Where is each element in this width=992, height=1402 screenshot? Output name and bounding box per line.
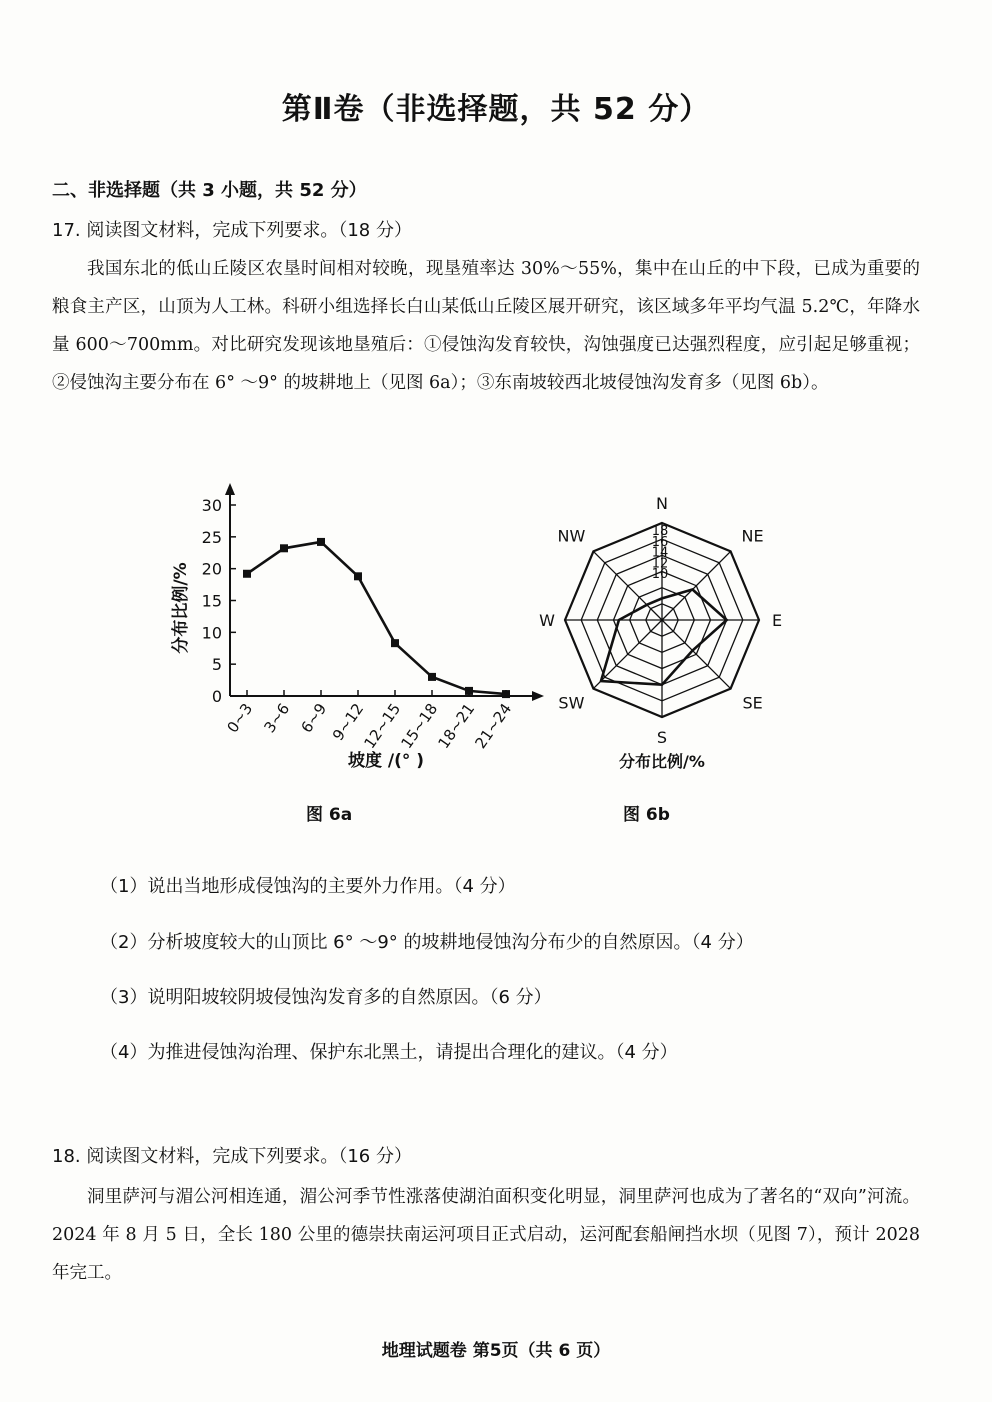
- figure-6b-axis-label: 分布比例/%: [619, 752, 705, 771]
- x-tick-label: 6~9: [297, 699, 331, 737]
- data-point: [391, 639, 399, 647]
- radial-tick-label: 10: [651, 567, 669, 583]
- direction-label: N: [656, 494, 668, 513]
- data-point: [502, 690, 510, 698]
- y-tick-label: 5: [211, 655, 222, 675]
- figure-6a-caption: 图 6a: [306, 805, 353, 825]
- figure-6a-line-chart: [160, 478, 560, 778]
- x-tick-label: 9~12: [328, 699, 368, 745]
- subquestion-1: （1）说出当地形成侵蚀沟的主要外力作用。（4 分）: [100, 876, 516, 897]
- direction-label: E: [771, 611, 783, 630]
- direction-label: S: [656, 728, 668, 747]
- y-tick-label: 10: [201, 623, 222, 643]
- subquestion-2: （2）分析坡度较大的山顶比 6° ～9° 的坡耕地侵蚀沟分布少的自然原因。（4 分）: [100, 932, 754, 953]
- data-point: [428, 673, 436, 681]
- figure-6a-y-axis-label: 分布比例/%: [171, 562, 191, 654]
- page-title: 第Ⅱ卷（非选择题，共 52 分）: [281, 92, 711, 127]
- radial-tick-label: 16: [651, 534, 669, 550]
- subquestion-3: （3）说明阳坡较阴坡侵蚀沟发育多的自然原因。（6 分）: [100, 987, 552, 1008]
- x-tick-label: 0~3: [223, 699, 257, 737]
- figure-6a-series-line: [247, 542, 506, 694]
- section-heading: 二、非选择题（共 3 小题，共 52 分）: [52, 180, 367, 201]
- figure-6a-x-ticks: [223, 690, 515, 752]
- figure-6b-radar-chart: [528, 492, 798, 782]
- y-tick-label: 30: [201, 496, 222, 515]
- page-footer: 地理试题卷 第5页（共 6 页）: [381, 1341, 611, 1361]
- x-tick-label: 15~18: [397, 699, 442, 752]
- figure-6a-x-axis-label: 坡度 /(° ): [347, 751, 425, 771]
- direction-label: W: [539, 611, 555, 630]
- y-tick-label: 15: [201, 591, 222, 611]
- x-tick-label: 21~24: [471, 699, 516, 752]
- figure-6a-axes: [225, 483, 544, 701]
- figure-6b-caption: 图 6b: [623, 805, 670, 825]
- y-tick-label: 20: [201, 559, 222, 579]
- direction-label: NE: [741, 526, 764, 546]
- data-point: [243, 570, 251, 578]
- question-17-material: 我国东北的低山丘陵区农垦时间相对较晚，现垦殖率达 30%～55%，集中在山丘的中下段，已成为重要的粮食主产区，山顶为人工林。科研小组选择长白山某低山丘陵区展开研究，该区域多年平均气温 5.2℃，年降水量 600～700mm。对比研究发现该地垦殖后：①侵蚀沟发育较快，沟蚀强度已达强烈程度，应引起足够重视；②侵蚀沟主要分布在 6° ～9° 的坡耕地上（见图 6a）；③东南坡较西北坡侵蚀沟发育多（见图 6b）。: [52, 259, 920, 393]
- radial-tick-label: 12: [651, 556, 669, 572]
- direction-label: NW: [557, 526, 586, 546]
- radial-tick-label: 18: [651, 524, 669, 539]
- data-point: [465, 687, 473, 695]
- data-point: [280, 544, 288, 552]
- direction-label: SW: [558, 693, 585, 713]
- grid-spoke: [593, 620, 662, 689]
- direction-label: SE: [742, 693, 763, 713]
- y-tick-label: 0: [211, 687, 222, 706]
- question-17-heading: 17. 阅读图文材料，完成下列要求。（18 分）: [52, 220, 412, 241]
- data-point: [317, 538, 325, 546]
- y-tick-label: 25: [201, 527, 222, 547]
- data-point: [354, 572, 362, 580]
- grid-spoke: [662, 551, 731, 620]
- figure-6a-points: [243, 538, 510, 698]
- x-tick-label: 18~21: [434, 699, 479, 752]
- figure-6b-radial-ticks: [652, 524, 669, 582]
- radial-tick-label: 14: [651, 545, 669, 561]
- subquestion-4: （4）为推进侵蚀沟治理、保护东北黑土，请提出合理化的建议。（4 分）: [100, 1042, 678, 1063]
- x-tick-label: 12~15: [360, 699, 405, 752]
- question-18-material: 洞里萨河与湄公河相连通，湄公河季节性涨落使湖泊面积变化明显，洞里萨河也成为了著名的“双向”河流。2024 年 8 月 5 日，全长 180 公里的德崇扶南运河项目正式启动，运河配套船闸挡水坝（见图 7），预计 2028 年完工。: [52, 1187, 920, 1283]
- question-18-heading: 18. 阅读图文材料，完成下列要求。（16 分）: [52, 1146, 412, 1167]
- grid-spoke: [662, 620, 731, 689]
- x-tick-label: 3~6: [260, 699, 294, 737]
